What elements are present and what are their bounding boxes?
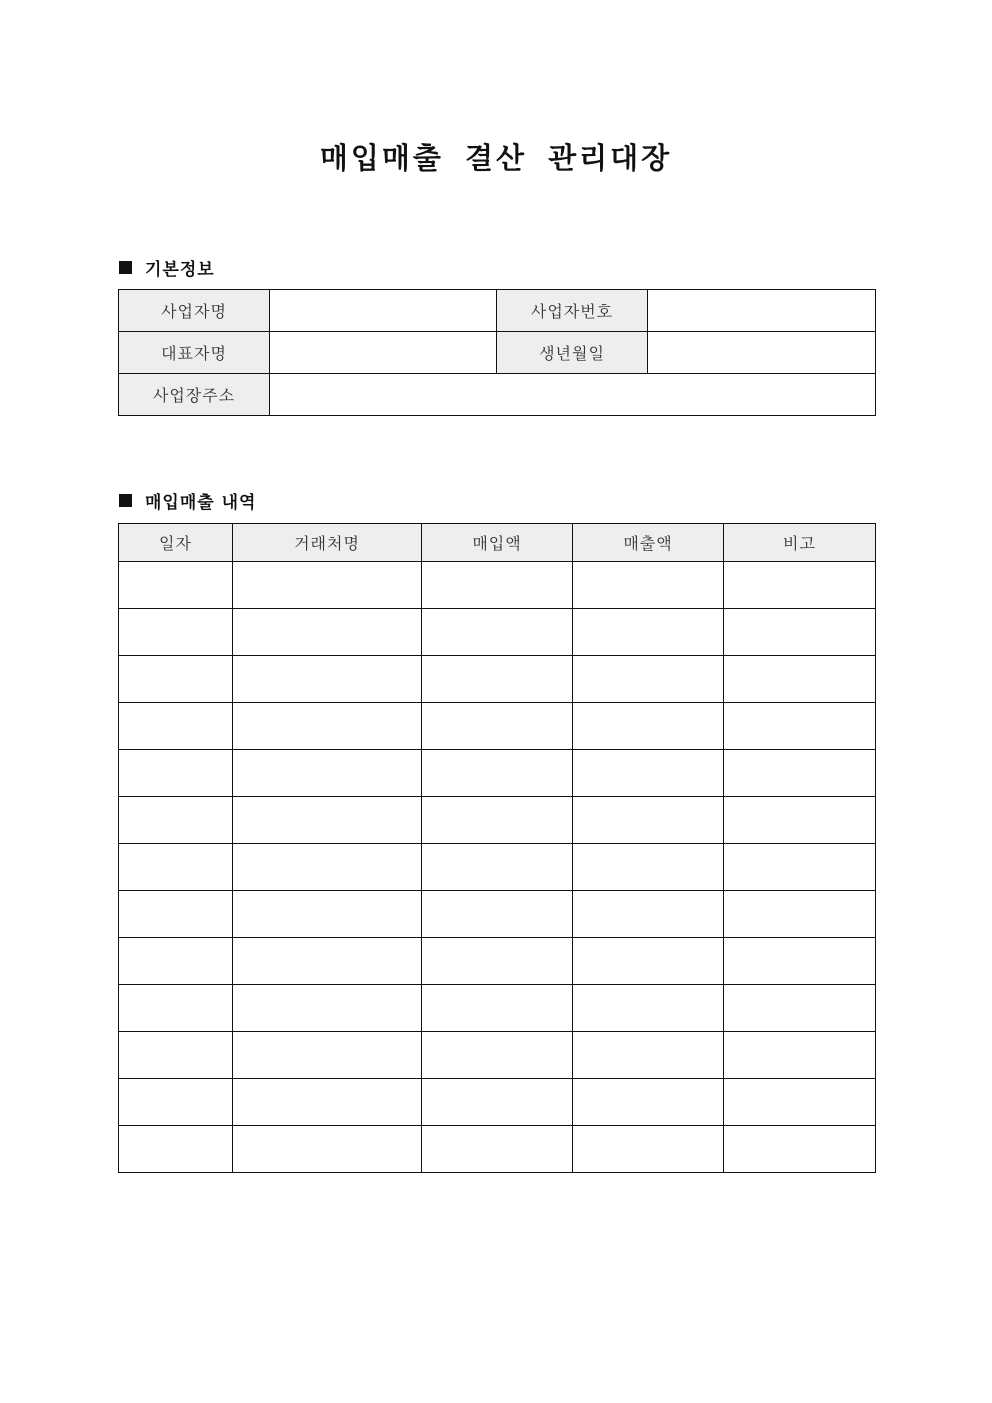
purchase-cell[interactable] [422,891,573,938]
column-header-date: 일자 [119,524,233,562]
table-row [119,797,876,844]
document-title: 매입매출 결산 관리대장 [319,141,673,175]
table-row [119,985,876,1032]
column-header-sales: 매출액 [573,524,724,562]
client-cell[interactable] [233,1032,422,1079]
table-row [119,374,876,416]
table-row [119,609,876,656]
table-row [119,891,876,938]
table-row [119,1079,876,1126]
column-header-purchase: 매입액 [422,524,573,562]
label-business-number: 사업자번호 [497,290,648,332]
basic-info-table [118,289,876,416]
section-heading-ledger [119,488,256,513]
client-cell[interactable] [233,1126,422,1173]
note-cell[interactable] [724,938,876,985]
ledger-table [118,523,876,1173]
table-row [119,290,876,332]
date-cell[interactable] [119,703,233,750]
column-header-client: 거래처명 [233,524,422,562]
date-cell[interactable] [119,985,233,1032]
sales-cell[interactable] [573,1032,724,1079]
note-cell[interactable] [724,1126,876,1173]
sales-cell[interactable] [573,609,724,656]
date-cell[interactable] [119,656,233,703]
business-number-field[interactable] [648,290,876,332]
note-cell[interactable] [724,562,876,609]
sales-cell[interactable] [573,562,724,609]
table-header-row [119,524,876,562]
purchase-cell[interactable] [422,985,573,1032]
sales-cell[interactable] [573,656,724,703]
sales-cell[interactable] [573,1079,724,1126]
client-cell[interactable] [233,750,422,797]
purchase-cell[interactable] [422,938,573,985]
note-cell[interactable] [724,750,876,797]
note-cell[interactable] [724,844,876,891]
note-cell[interactable] [724,985,876,1032]
sales-cell[interactable] [573,938,724,985]
table-row [119,562,876,609]
client-cell[interactable] [233,938,422,985]
note-cell[interactable] [724,1032,876,1079]
table-row [119,844,876,891]
sales-cell[interactable] [573,797,724,844]
sales-cell[interactable] [573,750,724,797]
table-row [119,1032,876,1079]
purchase-cell[interactable] [422,844,573,891]
client-cell[interactable] [233,703,422,750]
date-cell[interactable] [119,891,233,938]
client-cell[interactable] [233,891,422,938]
section-heading-label: 매입매출 내역 [145,493,257,513]
column-header-note: 비고 [724,524,876,562]
square-bullet-icon [119,494,132,507]
client-cell[interactable] [233,562,422,609]
note-cell[interactable] [724,609,876,656]
purchase-cell[interactable] [422,797,573,844]
square-bullet-icon [119,261,132,274]
date-cell[interactable] [119,938,233,985]
birth-date-field[interactable] [648,332,876,374]
table-row [119,1126,876,1173]
purchase-cell[interactable] [422,1079,573,1126]
representative-field[interactable] [270,332,497,374]
table-row [119,938,876,985]
label-birth-date: 생년월일 [497,332,648,374]
sales-cell[interactable] [573,703,724,750]
date-cell[interactable] [119,1079,233,1126]
note-cell[interactable] [724,656,876,703]
note-cell[interactable] [724,703,876,750]
purchase-cell[interactable] [422,703,573,750]
purchase-cell[interactable] [422,609,573,656]
section-heading-basic-info [119,255,215,280]
label-representative: 대표자명 [119,332,270,374]
note-cell[interactable] [724,891,876,938]
note-cell[interactable] [724,1079,876,1126]
client-cell[interactable] [233,656,422,703]
section-heading-label: 기본정보 [145,260,215,280]
sales-cell[interactable] [573,985,724,1032]
client-cell[interactable] [233,985,422,1032]
purchase-cell[interactable] [422,750,573,797]
label-business-name: 사업자명 [119,290,270,332]
table-row [119,332,876,374]
sales-cell[interactable] [573,891,724,938]
label-address: 사업장주소 [119,374,270,416]
note-cell[interactable] [724,797,876,844]
date-cell[interactable] [119,750,233,797]
address-field[interactable] [270,374,876,416]
date-cell[interactable] [119,1032,233,1079]
client-cell[interactable] [233,1079,422,1126]
business-name-field[interactable] [270,290,497,332]
client-cell[interactable] [233,609,422,656]
table-row [119,703,876,750]
table-row [119,750,876,797]
sales-cell[interactable] [573,844,724,891]
client-cell[interactable] [233,844,422,891]
purchase-cell[interactable] [422,562,573,609]
table-row [119,656,876,703]
purchase-cell[interactable] [422,656,573,703]
purchase-cell[interactable] [422,1126,573,1173]
date-cell[interactable] [119,609,233,656]
date-cell[interactable] [119,797,233,844]
date-cell[interactable] [119,1126,233,1173]
client-cell[interactable] [233,797,422,844]
date-cell[interactable] [119,562,233,609]
date-cell[interactable] [119,844,233,891]
sales-cell[interactable] [573,1126,724,1173]
purchase-cell[interactable] [422,1032,573,1079]
